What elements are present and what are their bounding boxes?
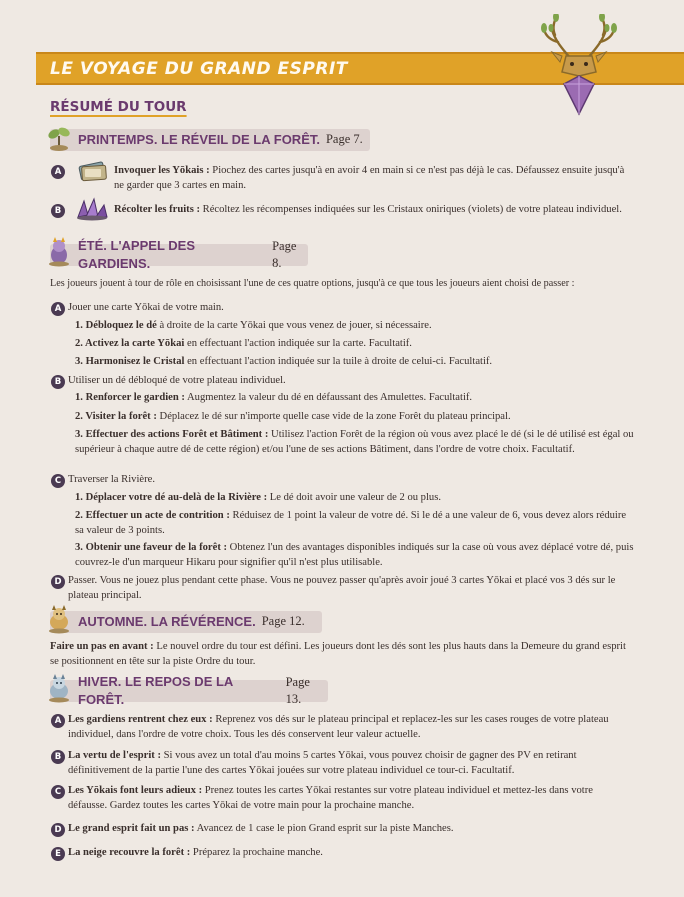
- winter-badge-c: C: [51, 785, 65, 799]
- autumn-step-title: Faire un pas en avant :: [50, 641, 154, 652]
- summary-subtitle: RÉSUMÉ DU TOUR: [50, 99, 187, 115]
- winter-badge-a: A: [51, 714, 65, 728]
- spring-step-a-title: Invoquer les Yōkais :: [114, 165, 210, 176]
- item-text: Le dé doit avoir une valeur de 2 ou plus.: [267, 492, 441, 503]
- autumn-section-header: [50, 611, 322, 633]
- item-text: Réduisez de 1 point la valeur de votre dé. Si le dé a une valeur de 6, vous devez alors réduire sa valeur de 3 points.: [75, 510, 627, 536]
- winter-badge-b: B: [51, 750, 65, 764]
- item-text: Déplacez le dé sur n'importe quelle case vide de la zone Forêt du plateau principal.: [156, 411, 511, 422]
- step-title: Les Yōkais font leurs adieux :: [68, 785, 203, 796]
- spring-step-b-title: Récolter les fruits :: [114, 204, 200, 215]
- summer-title: ÉTÉ. L'APPEL DES GARDIENS.: [78, 238, 195, 271]
- sprout-icon: [46, 122, 72, 152]
- winter-badge-d: D: [51, 823, 65, 837]
- step-text: Prenez toutes les cartes Yōkai restantes sur votre plateau individuel et mettez-les dans votre défausse. Gardez toutes les cartes Yōkai de votre main pour la prochaine manche.: [68, 785, 593, 811]
- spring-step-b-text: Récoltez les récompenses indiquées sur les Cristaux oniriques (violets) de votre plateau individuel.: [200, 204, 622, 215]
- autumn-step-text: Le nouvel ordre du tour est défini. Les joueurs dont les dés sont les plus hauts dans la Demeure du grand esprit se positionnent en tête sur la piste Ordre du tour.: [50, 641, 626, 667]
- item-text: à droite de la carte Yōkai que vous venez de jouer, si nécessaire.: [156, 320, 432, 331]
- summer-option-c-item-1: [75, 491, 635, 506]
- purple-crystal-fruit-icon: [74, 197, 110, 221]
- summer-option-b-item-3: [75, 428, 635, 457]
- summer-option-c-item-3: [75, 541, 645, 570]
- winter-step-e: [68, 846, 628, 861]
- summer-page: Page 8.: [272, 238, 297, 270]
- step-text: Si vous avez un total d'au moins 5 cartes Yōkai, vous pouvez choisir de gagner des PV en retirant définitivement de la partie l'une des cartes Yōkai jouées sur votre plateau individuel ce tour-ci. Facultatif.: [68, 750, 577, 776]
- winter-step-c: [68, 784, 628, 813]
- deer-spirit-emblem-icon: [538, 14, 620, 118]
- item-title: 2. Activez la carte Yōkai: [75, 338, 185, 349]
- winter-page: Page 13.: [285, 674, 310, 706]
- item-text: Obtenez l'un des avantages disponibles indiqués sur la case où vous avez déplacé votre dé, puis couvrez-le d'un marqueur Hikaru pour signifier qu'il n'est plus utilisable.: [75, 542, 634, 568]
- summer-badge-a: A: [51, 302, 65, 316]
- spring-badge-b: B: [51, 204, 65, 218]
- spring-title: PRINTEMPS. LE RÉVEIL DE LA FORÊT.: [78, 132, 320, 148]
- winter-title: HIVER. LE REPOS DE LA FORÊT.: [78, 674, 233, 707]
- summer-option-b: Utiliser un dé débloqué de votre plateau individuel.: [68, 375, 286, 386]
- winter-badge-e: E: [51, 847, 65, 861]
- winter-step-b: [68, 749, 633, 778]
- item-text: Utilisez l'action Forêt de la région où vous avez placé le dé (si le dé utilisé est égal ou supérieur à chaque autre dé de cette région) et/ou l'une de ses actions Bâtiment, dans l'ordre de votre choix. Facultatif.: [75, 429, 634, 455]
- summer-badge-d: D: [51, 575, 65, 589]
- item-text: en effectuant l'action indiquée sur la carte. Facultatif.: [184, 338, 412, 349]
- step-text: Préparez la prochaine manche.: [190, 847, 323, 858]
- summer-badge-c: C: [51, 474, 65, 488]
- item-title: 3. Effectuer des actions Forêt et Bâtiment :: [75, 429, 269, 440]
- item-text: en effectuant l'action indiquée sur la tuile à droite de celui-ci. Facultatif.: [184, 356, 493, 367]
- autumn-title: AUTOMNE. LA RÉVÉRENCE.: [78, 614, 256, 630]
- item-title: 1. Déplacer votre dé au-delà de la Rivière :: [75, 492, 268, 503]
- spring-step-a: [114, 164, 634, 193]
- autumn-step: [50, 640, 635, 669]
- winter-creature-icon: [46, 673, 72, 703]
- guardian-creature-icon: [46, 237, 72, 267]
- summer-option-a-item-2: [75, 337, 635, 352]
- summer-option-c: Traverser la Rivière.: [68, 474, 155, 485]
- summer-option-c-item-2: [75, 509, 635, 538]
- item-title: 3. Obtenir une faveur de la forêt :: [75, 542, 228, 553]
- winter-section-header: [50, 674, 328, 707]
- spring-section-header: [50, 129, 370, 151]
- spring-step-b: [114, 203, 634, 218]
- summer-intro: Les joueurs jouent à tour de rôle en choisissant l'une de ces quatre options, jusqu'à ce que tous les joueurs aient choisi de passer :: [50, 278, 575, 289]
- card-stack-icon: [76, 158, 108, 182]
- summer-option-b-item-1: [75, 391, 635, 406]
- summer-option-b-item-2: [75, 410, 635, 425]
- step-title: Le grand esprit fait un pas :: [68, 823, 195, 834]
- item-title: 3. Harmonisez le Cristal: [75, 356, 185, 367]
- item-text: Augmentez la valeur du dé en défaussant des Amulettes. Facultatif.: [184, 392, 473, 403]
- step-title: La neige recouvre la forêt :: [68, 847, 191, 858]
- summer-section-header: [50, 238, 308, 271]
- item-title: 2. Visiter la forêt :: [75, 411, 157, 422]
- item-title: 1. Débloquez le dé: [75, 320, 157, 331]
- spring-badge-a: A: [51, 165, 65, 179]
- winter-step-d: [68, 822, 628, 837]
- spring-page: Page 7.: [325, 132, 363, 147]
- step-title: Les gardiens rentrent chez eux :: [68, 714, 213, 725]
- banner-title: LE VOYAGE DU GRAND ESPRIT: [50, 59, 348, 79]
- summer-option-d: Passer. Vous ne jouez plus pendant cette phase. Vous ne pouvez passer qu'après avoir joué 3 cartes Yōkai et placé vos 3 dés sur le plateau principal.: [68, 575, 616, 601]
- spring-step-a-text: Piochez des cartes jusqu'à en avoir 4 en main si ce n'est pas déjà le cas. Défaussez ensuite jusqu'à ne garder que 3 cartes en main.: [114, 165, 625, 191]
- winter-step-a: [68, 713, 628, 742]
- step-text: Avancez de 1 case le pion Grand esprit sur la piste Manches.: [194, 823, 454, 834]
- summer-badge-b: B: [51, 375, 65, 389]
- item-title: 1. Renforcer le gardien :: [75, 392, 185, 403]
- step-text: Reprenez vos dés sur le plateau principal et replacez-les sur les cases rouges de votre plateau individuel, dans l'ordre de votre choix. Tous les dés conservent leur valeur actuelle.: [68, 714, 609, 740]
- item-title: 2. Effectuer un acte de contrition :: [75, 510, 230, 521]
- autumn-creature-icon: [46, 604, 72, 634]
- step-title: La vertu de l'esprit :: [68, 750, 161, 761]
- summer-option-a-item-1: [75, 319, 635, 334]
- autumn-page: Page 12.: [261, 614, 305, 629]
- summer-option-a-item-3: [75, 355, 635, 370]
- summer-option-a: Jouer une carte Yōkai de votre main.: [68, 302, 224, 313]
